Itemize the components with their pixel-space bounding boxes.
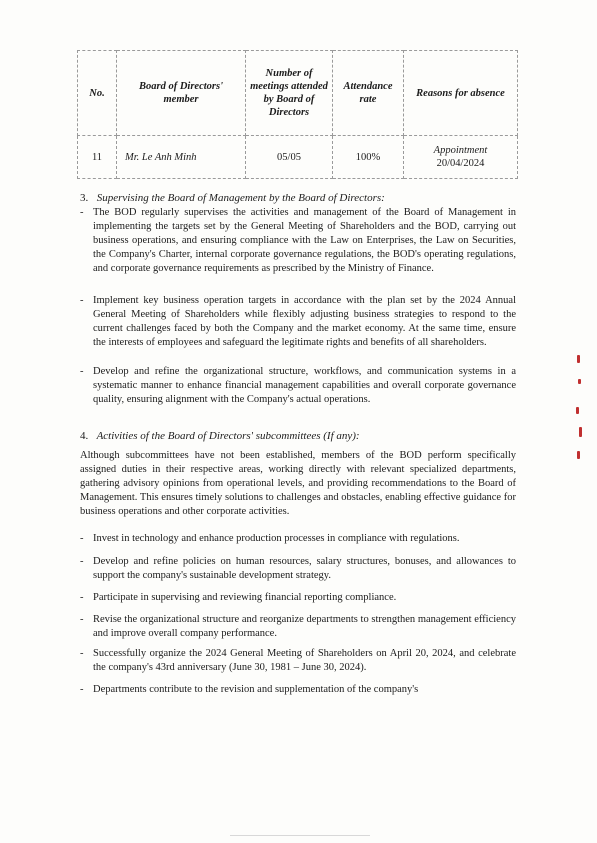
bullet-text: Revise the organizational structure and reorganize departments to strengthen management efficiency and improve overall company performance.	[93, 614, 516, 639]
table-row	[78, 136, 518, 179]
cell-reason	[404, 136, 518, 179]
stamp-mark	[578, 379, 581, 384]
header-member: Board of Directors' member	[117, 51, 246, 136]
bullet-text: Develop and refine the organizational structure, workflows, and communication systems in a systematic manner to enhance financial management capabilities and overall corporate governance quality, ensuring alignment with the Company's actual operations.	[93, 366, 516, 405]
cell-no: 11	[78, 136, 117, 179]
bullet-dash: -	[80, 295, 84, 306]
header-rate: Attendance rate	[333, 51, 404, 136]
bullet-text: Invest in technology and enhance production processes in compliance with regulations.	[93, 533, 460, 544]
section-3-title: Supervising the Board of Management by the Board of Directors:	[96, 192, 385, 204]
bullet-text: Successfully organize the 2024 General Meeting of Shareholders on April 20, 2024, and celebrate the company's 43rd anniversary (June 30, 1981 – June 30, 2024).	[93, 648, 516, 673]
footer-divider	[230, 835, 370, 836]
bullet-dash: -	[80, 533, 84, 544]
section-4-bullet-1	[80, 532, 516, 546]
bullet-text: The BOD regularly supervises the activities and management of the Board of Management in implementing the targets set by the General Meeting of Shareholders and the BOD, carrying out business operations, and ensuring compliance with the Law on Enterprises, the Law on Securities, the Company's Charter, internal corporate governance regulations, the BOD's operating regulations, and corporate governance requirements as prescribed by the Ministry of Finance.	[93, 207, 516, 274]
bullet-dash: -	[80, 648, 84, 659]
bullet-dash: -	[80, 592, 84, 603]
attendance-table	[77, 50, 518, 179]
stamp-marks	[573, 355, 587, 465]
cell-meetings: 05/05	[246, 136, 333, 179]
stamp-mark	[577, 355, 580, 363]
section-4-bullet-2	[80, 555, 516, 583]
bullet-dash: -	[80, 366, 84, 377]
header-no: No.	[78, 51, 117, 136]
section-4-heading	[80, 430, 360, 442]
bullet-dash: -	[80, 556, 84, 567]
stamp-mark	[579, 427, 582, 437]
stamp-mark	[577, 451, 580, 459]
section-3-bullet-1	[80, 206, 516, 276]
section-4-intro: Although subcommittees have not been established, members of the BOD perform specifically assigned duties in their respective areas, working directly with relevant specialized departments, gathering advisory opinions from operational levels, and providing recommendations to the Board of Management. This ensures timely solutions to challenges and obstacles, enabling effective guidance for business operations and other corporate activities.	[80, 450, 516, 517]
bullet-dash: -	[80, 207, 84, 218]
header-reasons: Reasons for absence	[404, 51, 518, 136]
reason-line-1: Appointment	[433, 145, 488, 156]
section-4-bullet-4	[80, 613, 516, 641]
section-3-bullet-2	[80, 294, 516, 350]
header-meetings: Number of meetings attended by Board of Directors	[246, 51, 333, 136]
bullet-text: Participate in supervising and reviewing financial reporting compliance.	[93, 592, 397, 603]
stamp-mark	[576, 407, 579, 414]
section-4-bullet-6	[80, 683, 516, 697]
section-3-number: 3.	[80, 192, 89, 204]
section-4-bullet-5	[80, 647, 516, 675]
bullet-dash: -	[80, 684, 84, 695]
section-4-bullet-3	[80, 591, 516, 605]
reason-line-2: 20/04/2024	[436, 158, 485, 169]
bullet-dash: -	[80, 614, 84, 625]
table-header-row	[78, 51, 518, 136]
bullet-text: Implement key business operation targets in accordance with the plan set by the 2024 Annual General Meeting of Shareholders while flexibly adjusting business strategies to respond to the current challenges faced by both the Company and the market economy. At the same time, ensure the interests of employees and safeguard the legitimate rights and benefits of all shareholders.	[93, 295, 516, 348]
cell-member: Mr. Le Anh Minh	[117, 136, 246, 179]
section-3-bullet-3	[80, 365, 516, 407]
section-4-title: Activities of the Board of Directors' subcommittees (If any):	[96, 430, 360, 442]
section-3-heading	[80, 192, 385, 204]
bullet-text: Departments contribute to the revision and supplementation of the company's	[93, 684, 419, 695]
bullet-text: Develop and refine policies on human resources, salary structures, bonuses, and allowances to support the company's sustainable development strategy.	[93, 556, 516, 581]
cell-rate: 100%	[333, 136, 404, 179]
section-4-number: 4.	[80, 430, 89, 442]
